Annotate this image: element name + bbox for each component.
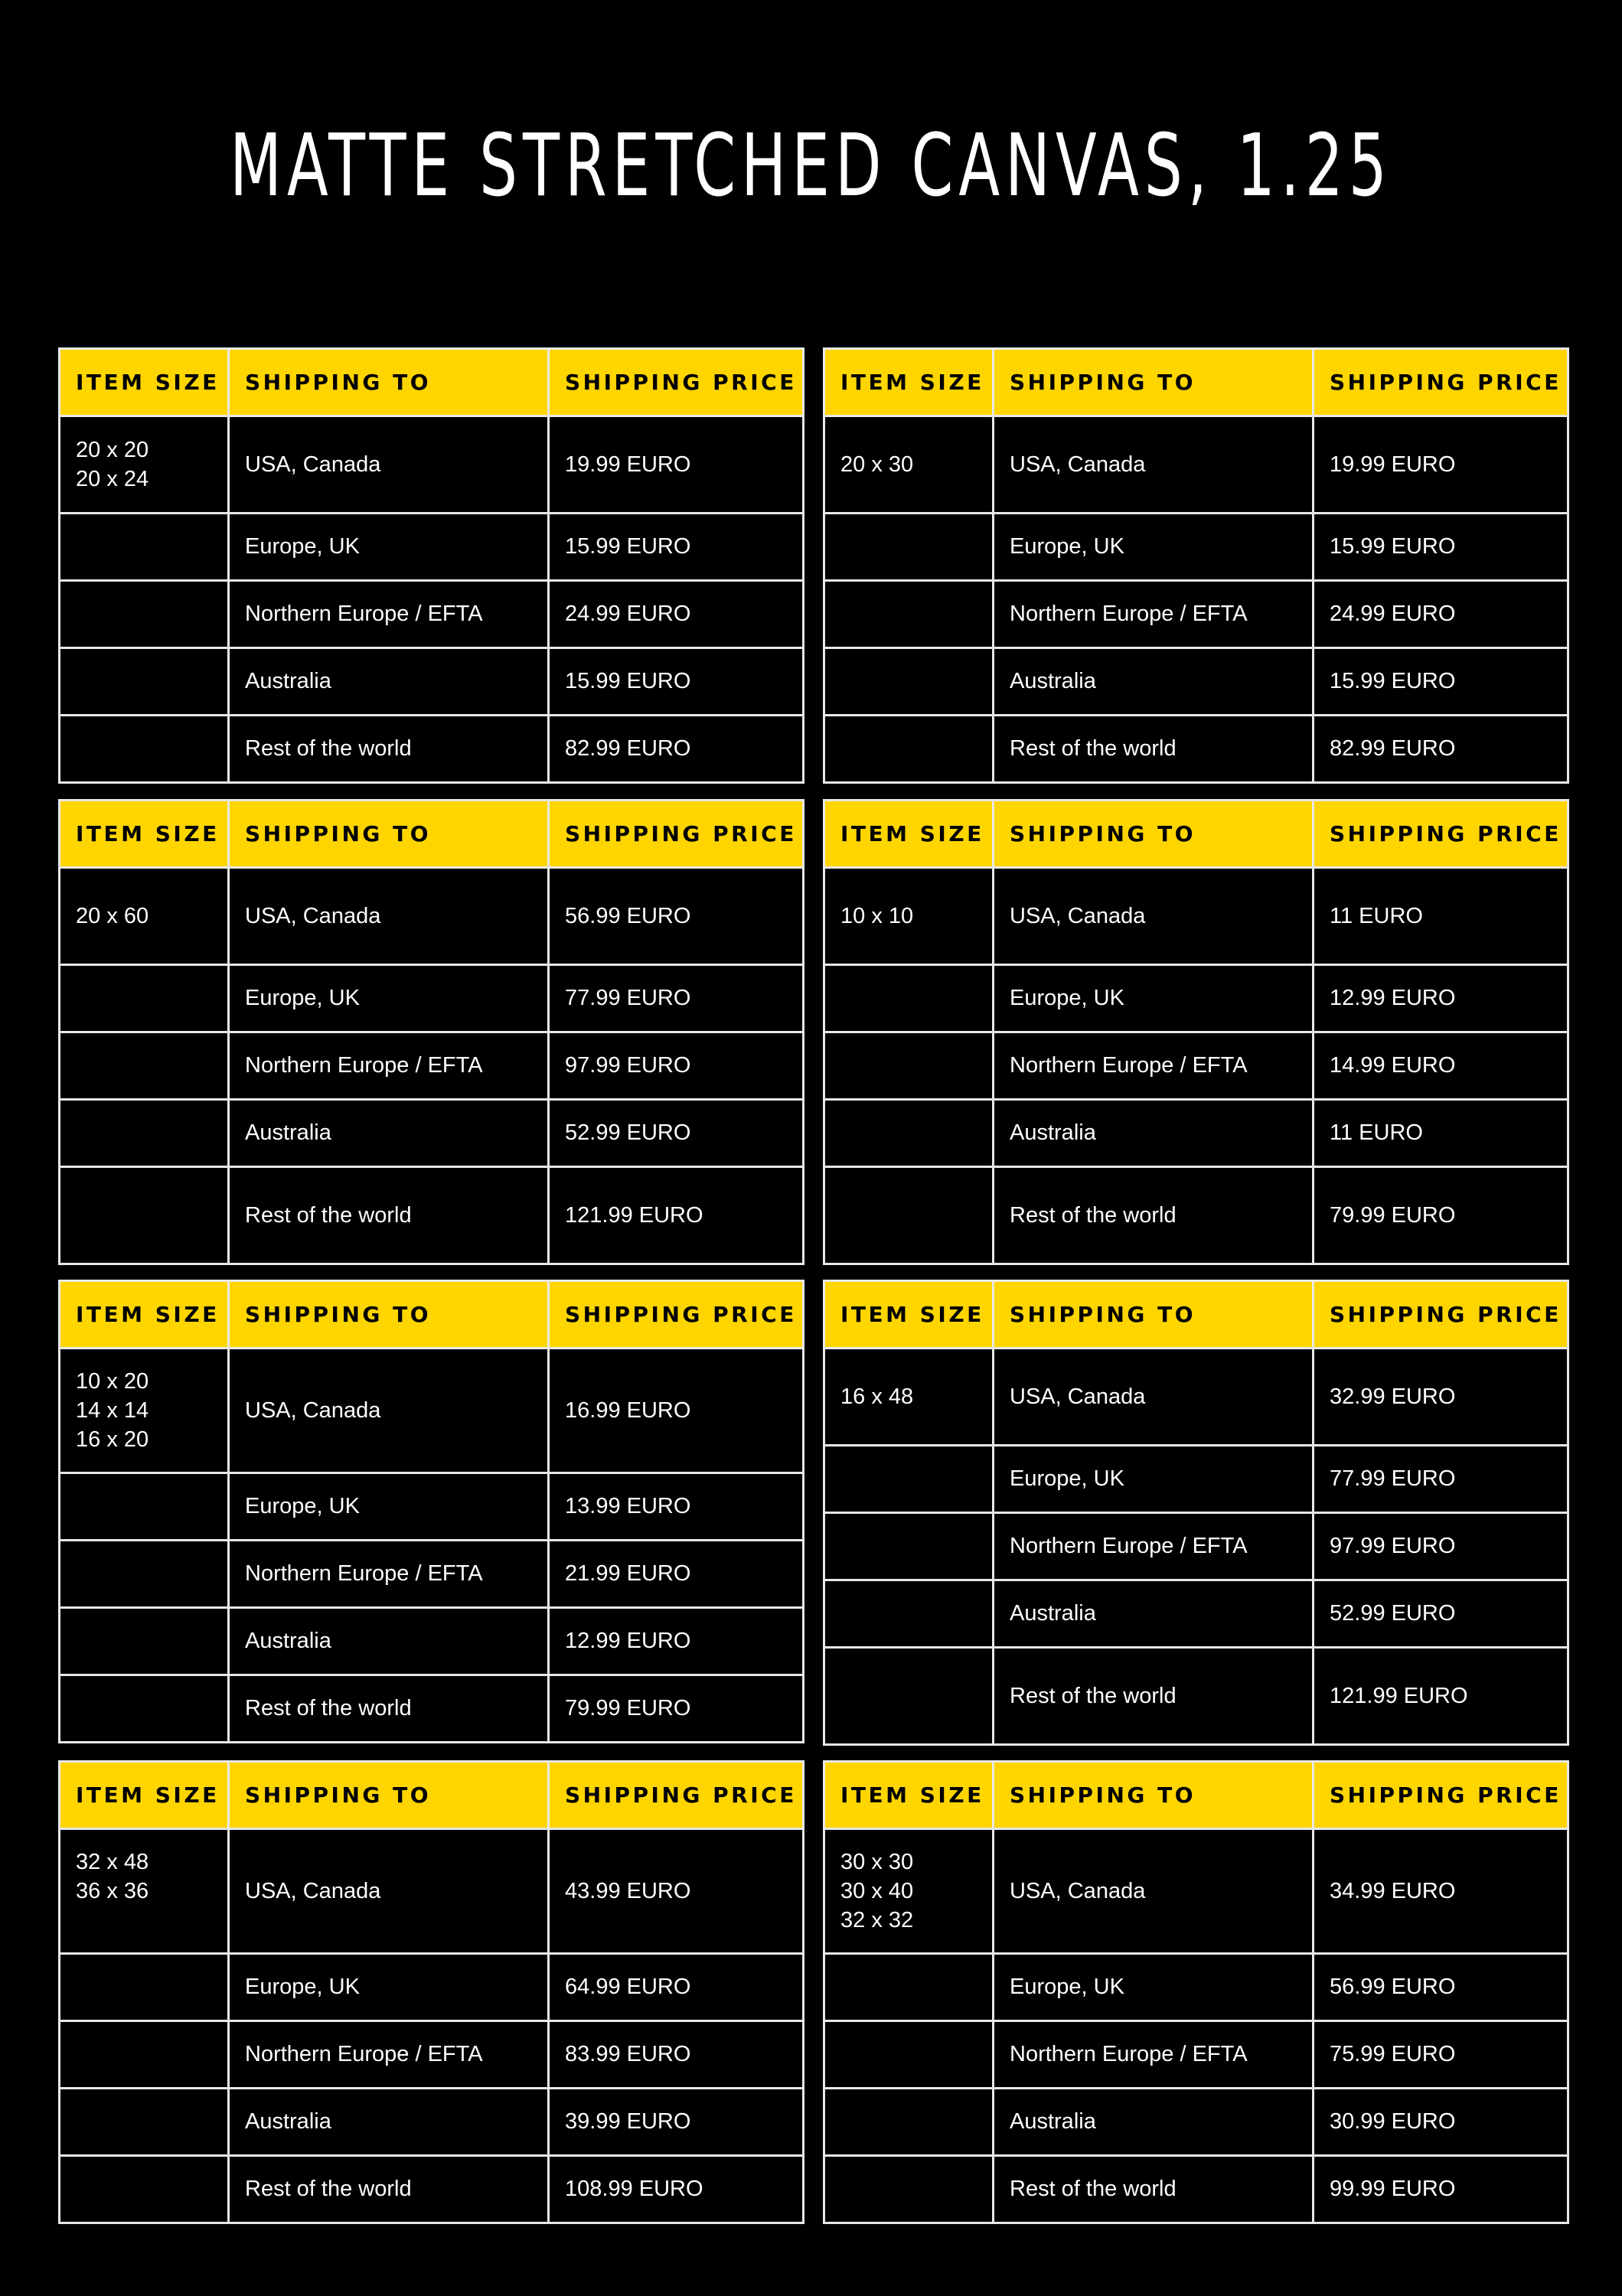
item-size-cell — [60, 1349, 229, 1473]
price-cell: 15.99 EURO — [1314, 648, 1568, 716]
item-size-cell — [824, 416, 994, 514]
destination-cell: Australia — [229, 1100, 549, 1167]
destination-cell: USA, Canada — [229, 868, 549, 965]
price-cell: 24.99 EURO — [1314, 581, 1568, 648]
table-row — [824, 581, 1568, 648]
table-row — [60, 648, 804, 716]
item-size-cell — [60, 648, 229, 716]
item-size-cell — [60, 1032, 229, 1100]
table-row — [824, 716, 1568, 783]
destination-cell: Rest of the world — [229, 716, 549, 783]
price-cell: 14.99 EURO — [1314, 1032, 1568, 1100]
destination-cell: USA, Canada — [229, 1829, 549, 1954]
item-size-cell — [824, 1446, 994, 1513]
table-row — [60, 2021, 804, 2089]
price-cell: 97.99 EURO — [549, 1032, 804, 1100]
item-size-header: ITEM SIZE — [824, 1762, 994, 1829]
item-size-cell — [824, 1032, 994, 1100]
item-size-cell — [824, 1349, 994, 1446]
table-row — [60, 1349, 804, 1473]
shipping-table — [58, 347, 804, 784]
price-cell: 52.99 EURO — [549, 1100, 804, 1167]
table-row — [824, 2089, 1568, 2156]
item-size-header: ITEM SIZE — [824, 1281, 994, 1349]
item-size-cell — [824, 965, 994, 1032]
price-cell: 30.99 EURO — [1314, 2089, 1568, 2156]
item-size-cell — [60, 1954, 229, 2021]
item-size-cell — [824, 1167, 994, 1264]
table-header-row — [824, 1762, 1568, 1829]
item-size-cell — [60, 2156, 229, 2223]
destination-cell: Northern Europe / EFTA — [994, 1032, 1314, 1100]
destination-cell: USA, Canada — [994, 1349, 1314, 1446]
destination-cell: Europe, UK — [229, 1954, 549, 2021]
price-cell: 19.99 EURO — [549, 416, 804, 514]
item-size: 20 x 60 — [76, 904, 149, 928]
table-row — [60, 581, 804, 648]
item-size-cell — [824, 648, 994, 716]
item-size: 32 x 32 — [840, 1908, 914, 1932]
price-cell: 77.99 EURO — [549, 965, 804, 1032]
item-size: 30 x 30 — [840, 1850, 914, 1874]
destination-cell: USA, Canada — [994, 416, 1314, 514]
destination-cell: Northern Europe / EFTA — [229, 581, 549, 648]
destination-cell: Europe, UK — [994, 514, 1314, 581]
price-cell: 11 EURO — [1314, 868, 1568, 965]
destination-cell: Rest of the world — [229, 2156, 549, 2223]
item-size-cell — [824, 868, 994, 965]
destination-cell: Northern Europe / EFTA — [994, 2021, 1314, 2089]
destination-cell: Europe, UK — [994, 965, 1314, 1032]
item-size-header: ITEM SIZE — [824, 349, 994, 416]
table-header-row — [60, 801, 804, 868]
item-size-cell — [824, 1648, 994, 1745]
table-header-row — [60, 1762, 804, 1829]
item-size-cell — [60, 2089, 229, 2156]
destination-cell: Rest of the world — [229, 1167, 549, 1264]
item-size: 20 x 24 — [76, 467, 149, 491]
table-row — [824, 1349, 1568, 1446]
destination-cell: Australia — [994, 1100, 1314, 1167]
item-size-cell — [824, 2021, 994, 2089]
price-cell: 121.99 EURO — [1314, 1648, 1568, 1745]
page-title: MATTE STRETCHED CANVAS, 1.25 — [230, 116, 1392, 216]
shipping-price-header: SHIPPING PRICE — [549, 801, 804, 868]
item-size: 20 x 30 — [840, 452, 914, 477]
item-size-cell — [824, 716, 994, 783]
table-row — [824, 1446, 1568, 1513]
item-size: 36 x 36 — [76, 1879, 149, 1903]
shipping-price-header: SHIPPING PRICE — [549, 1281, 804, 1349]
destination-cell: Australia — [994, 648, 1314, 716]
price-cell: 34.99 EURO — [1314, 1829, 1568, 1954]
destination-cell: Rest of the world — [994, 1648, 1314, 1745]
destination-cell: Northern Europe / EFTA — [994, 581, 1314, 648]
table-row — [824, 1580, 1568, 1648]
price-cell: 19.99 EURO — [1314, 416, 1568, 514]
price-cell: 15.99 EURO — [549, 648, 804, 716]
table-row — [824, 1513, 1568, 1580]
price-cell: 52.99 EURO — [1314, 1580, 1568, 1648]
destination-cell: Australia — [229, 648, 549, 716]
destination-cell: Rest of the world — [994, 1167, 1314, 1264]
table-row — [824, 1829, 1568, 1954]
item-size: 30 x 40 — [840, 1879, 914, 1903]
table-row — [824, 514, 1568, 581]
item-size-cell — [60, 1167, 229, 1264]
table-row — [60, 2089, 804, 2156]
item-size-cell — [60, 581, 229, 648]
shipping-price-header: SHIPPING PRICE — [1314, 349, 1568, 416]
table-row — [60, 1541, 804, 1608]
item-size-cell — [60, 1675, 229, 1743]
table-row — [824, 2156, 1568, 2223]
item-size: 20 x 20 — [76, 438, 149, 462]
item-size-cell — [824, 1513, 994, 1580]
shipping-table — [823, 347, 1569, 784]
shipping-table — [823, 799, 1569, 1265]
price-cell: 108.99 EURO — [549, 2156, 804, 2223]
shipping-to-header: SHIPPING TO — [994, 1281, 1314, 1349]
item-size-cell — [60, 1829, 229, 1954]
item-size-cell — [824, 1100, 994, 1167]
shipping-table — [58, 1280, 804, 1743]
table-row — [824, 1648, 1568, 1745]
shipping-table — [58, 799, 804, 1265]
destination-cell: Australia — [229, 1608, 549, 1675]
table-row — [60, 514, 804, 581]
item-size-cell — [60, 965, 229, 1032]
destination-cell: Europe, UK — [229, 965, 549, 1032]
table-row — [60, 1954, 804, 2021]
item-size-header: ITEM SIZE — [60, 1762, 229, 1829]
destination-cell: USA, Canada — [229, 1349, 549, 1473]
shipping-price-header: SHIPPING PRICE — [1314, 801, 1568, 868]
price-cell: 15.99 EURO — [1314, 514, 1568, 581]
price-cell: 12.99 EURO — [1314, 965, 1568, 1032]
item-size-cell — [824, 1954, 994, 2021]
destination-cell: Northern Europe / EFTA — [229, 1541, 549, 1608]
table-row — [824, 965, 1568, 1032]
shipping-to-header: SHIPPING TO — [994, 1762, 1314, 1829]
item-size-header: ITEM SIZE — [60, 349, 229, 416]
item-size: 14 x 14 — [76, 1398, 149, 1423]
shipping-to-header: SHIPPING TO — [994, 801, 1314, 868]
destination-cell: Europe, UK — [994, 1954, 1314, 2021]
item-size-cell — [60, 1541, 229, 1608]
item-size-cell — [60, 416, 229, 514]
destination-cell: USA, Canada — [994, 868, 1314, 965]
table-row — [824, 868, 1568, 965]
table-row — [60, 1167, 804, 1264]
price-cell: 99.99 EURO — [1314, 2156, 1568, 2223]
destination-cell: USA, Canada — [994, 1829, 1314, 1954]
shipping-table — [823, 1280, 1569, 1746]
price-cell: 15.99 EURO — [549, 514, 804, 581]
item-size-cell — [824, 581, 994, 648]
price-cell: 12.99 EURO — [549, 1608, 804, 1675]
table-row — [60, 1032, 804, 1100]
destination-cell: Australia — [994, 2089, 1314, 2156]
item-size-cell — [824, 514, 994, 581]
destination-cell: Europe, UK — [229, 1473, 549, 1541]
shipping-table — [823, 1760, 1569, 2224]
item-size-cell — [60, 1473, 229, 1541]
table-row — [824, 2021, 1568, 2089]
table-row — [824, 1100, 1568, 1167]
table-row — [60, 2156, 804, 2223]
table-header-row — [824, 349, 1568, 416]
table-row — [824, 1167, 1568, 1264]
item-size: 10 x 20 — [76, 1369, 149, 1394]
price-cell: 121.99 EURO — [549, 1167, 804, 1264]
destination-cell: Northern Europe / EFTA — [229, 1032, 549, 1100]
table-row — [824, 648, 1568, 716]
table-row — [60, 1608, 804, 1675]
table-row — [60, 965, 804, 1032]
item-size: 16 x 48 — [840, 1384, 914, 1409]
item-size-cell — [824, 2156, 994, 2223]
table-row — [824, 416, 1568, 514]
price-cell: 16.99 EURO — [549, 1349, 804, 1473]
item-size-cell — [60, 514, 229, 581]
table-row — [60, 1473, 804, 1541]
price-cell: 79.99 EURO — [549, 1675, 804, 1743]
table-row — [60, 416, 804, 514]
table-row — [60, 1100, 804, 1167]
table-row — [60, 1829, 804, 1954]
table-header-row — [824, 1281, 1568, 1349]
table-header-row — [60, 1281, 804, 1349]
table-row — [60, 1675, 804, 1743]
item-size-header: ITEM SIZE — [60, 1281, 229, 1349]
table-header-row — [60, 349, 804, 416]
destination-cell: Northern Europe / EFTA — [229, 2021, 549, 2089]
destination-cell: Australia — [229, 2089, 549, 2156]
price-cell: 21.99 EURO — [549, 1541, 804, 1608]
shipping-to-header: SHIPPING TO — [994, 349, 1314, 416]
price-cell: 82.99 EURO — [549, 716, 804, 783]
destination-cell: Rest of the world — [994, 2156, 1314, 2223]
table-row — [60, 868, 804, 965]
item-size-cell — [60, 1608, 229, 1675]
shipping-price-header: SHIPPING PRICE — [1314, 1762, 1568, 1829]
item-size-cell — [60, 868, 229, 965]
shipping-to-header: SHIPPING TO — [229, 1281, 549, 1349]
item-size: 10 x 10 — [840, 904, 914, 928]
price-cell: 32.99 EURO — [1314, 1349, 1568, 1446]
shipping-to-header: SHIPPING TO — [229, 349, 549, 416]
item-size-cell — [60, 716, 229, 783]
shipping-price-header: SHIPPING PRICE — [549, 349, 804, 416]
destination-cell: Europe, UK — [229, 514, 549, 581]
price-cell: 64.99 EURO — [549, 1954, 804, 2021]
destination-cell: USA, Canada — [229, 416, 549, 514]
price-cell: 39.99 EURO — [549, 2089, 804, 2156]
price-cell: 43.99 EURO — [549, 1829, 804, 1954]
price-cell: 75.99 EURO — [1314, 2021, 1568, 2089]
shipping-table — [58, 1760, 804, 2224]
price-cell: 56.99 EURO — [1314, 1954, 1568, 2021]
item-size: 32 x 48 — [76, 1850, 149, 1874]
price-cell: 24.99 EURO — [549, 581, 804, 648]
destination-cell: Europe, UK — [994, 1446, 1314, 1513]
price-cell: 11 EURO — [1314, 1100, 1568, 1167]
price-cell: 97.99 EURO — [1314, 1513, 1568, 1580]
destination-cell: Northern Europe / EFTA — [994, 1513, 1314, 1580]
table-row — [824, 1954, 1568, 2021]
item-size-cell — [824, 1580, 994, 1648]
item-size-cell — [824, 2089, 994, 2156]
item-size: 16 x 20 — [76, 1427, 149, 1452]
item-size-cell — [60, 1100, 229, 1167]
destination-cell: Rest of the world — [229, 1675, 549, 1743]
table-row — [60, 716, 804, 783]
item-size-cell — [824, 1829, 994, 1954]
shipping-to-header: SHIPPING TO — [229, 801, 549, 868]
item-size-cell — [60, 2021, 229, 2089]
price-cell: 77.99 EURO — [1314, 1446, 1568, 1513]
shipping-price-header: SHIPPING PRICE — [549, 1762, 804, 1829]
item-size-header: ITEM SIZE — [60, 801, 229, 868]
shipping-price-header: SHIPPING PRICE — [1314, 1281, 1568, 1349]
price-cell: 83.99 EURO — [549, 2021, 804, 2089]
price-cell: 56.99 EURO — [549, 868, 804, 965]
destination-cell: Australia — [994, 1580, 1314, 1648]
table-row — [824, 1032, 1568, 1100]
destination-cell: Rest of the world — [994, 716, 1314, 783]
shipping-to-header: SHIPPING TO — [229, 1762, 549, 1829]
price-cell: 13.99 EURO — [549, 1473, 804, 1541]
price-cell: 82.99 EURO — [1314, 716, 1568, 783]
table-header-row — [824, 801, 1568, 868]
item-size-header: ITEM SIZE — [824, 801, 994, 868]
price-cell: 79.99 EURO — [1314, 1167, 1568, 1264]
